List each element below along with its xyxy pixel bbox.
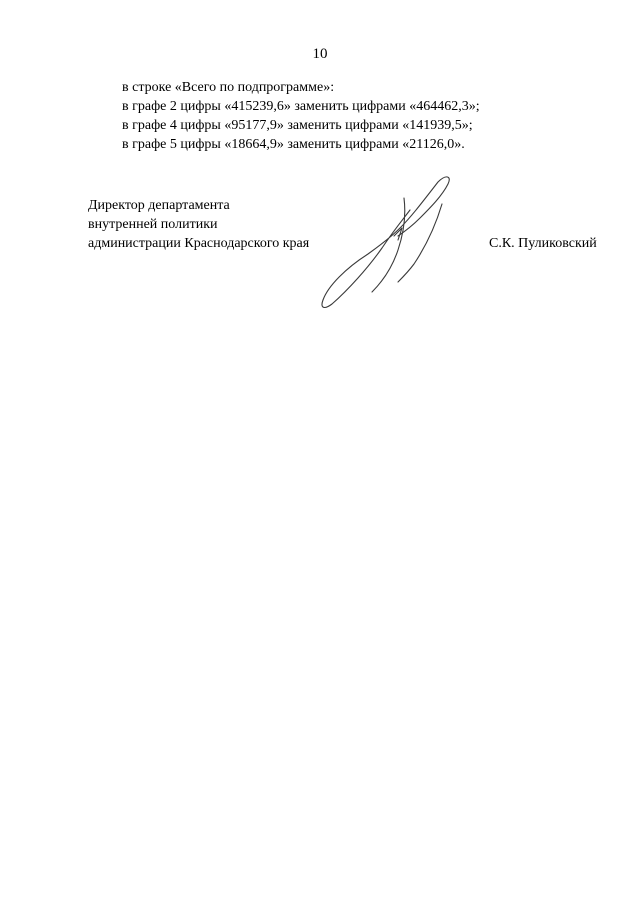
amendment-line: в графе 5 цифры «18664,9» заменить цифрами «21126,0». [122, 137, 465, 152]
signer-title [88, 196, 309, 253]
signer-name: С.К. Пуликовский [489, 236, 597, 251]
page-number: 10 [312, 46, 328, 62]
handwritten-signature [312, 170, 462, 320]
signature-stroke [322, 177, 449, 308]
signer-title-line: внутренней политики [88, 217, 218, 232]
amendment-line: в графе 4 цифры «95177,9» заменить цифрами «141939,5»; [122, 118, 473, 133]
amendment-line: в строке «Всего по подпрограмме»: [122, 80, 335, 95]
signature-stroke [372, 198, 405, 292]
signer-title-line: администрации Краснодарского края [88, 236, 310, 251]
amendment-line: в графе 2 цифры «415239,6» заменить цифрами «464462,3»; [122, 99, 480, 114]
signer-title-line: Директор департамента [88, 198, 230, 213]
amendment-text [122, 78, 592, 154]
